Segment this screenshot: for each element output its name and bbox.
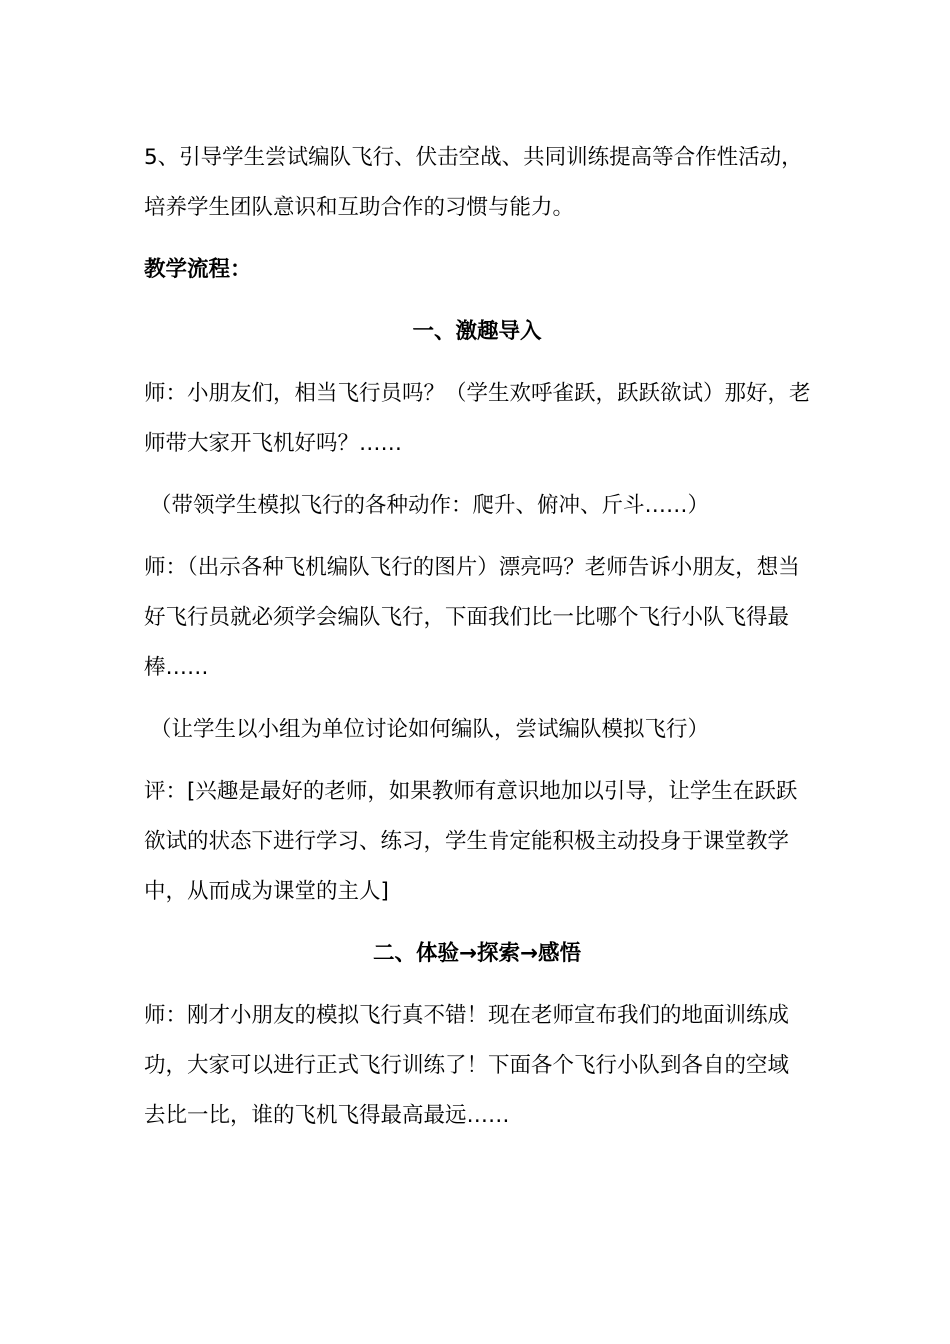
section-2-teacher-paragraph	[144, 991, 810, 1141]
objective-5-line-1: 5、引导学生尝试编队飞行、伏击空战、共同训练提高等合作性活动，	[144, 145, 803, 170]
section-1-teacher-intro	[144, 369, 810, 469]
section-1-comment-line-3: 中，从而成为课堂的主人]	[144, 879, 389, 904]
section-1-teacher-pictures-line-2: 好飞行员就必须学会编队飞行，下面我们比一比哪个飞行小队飞得最	[144, 605, 790, 630]
objective-5-line-2: 培养学生团队意识和互助合作的习惯与能力。	[144, 195, 575, 220]
section-1-comment-line-2: 欲试的状态下进行学习、练习，学生肯定能积极主动投身于课堂教学	[144, 829, 790, 854]
section-2-teacher-line-3: 去比一比，谁的飞机飞得最高最远……	[144, 1103, 510, 1128]
section-2-title: 二、体验→探索→感悟	[372, 941, 582, 966]
section-1-teacher-intro-line-2: 师带大家开飞机好吗？……	[144, 431, 403, 456]
document-body	[144, 133, 810, 1153]
section-1-teacher-intro-line-1: 师：小朋友们，相当飞行员吗？（学生欢呼雀跃，跃跃欲试）那好，老	[144, 381, 811, 406]
section-1-activity-note: （带领学生模拟飞行的各种动作：爬升、俯冲、斤斗……）	[150, 493, 710, 518]
section-1-teacher-pictures-line-1: 师：（出示各种飞机编队飞行的图片）漂亮吗？老师告诉小朋友，想当	[144, 555, 800, 580]
objective-5-paragraph	[144, 133, 810, 233]
section-1-teacher-pictures	[144, 543, 810, 693]
section-1-teacher-pictures-line-3: 棒……	[144, 655, 209, 680]
process-heading: 教学流程：	[144, 257, 252, 282]
section-2-teacher-line-2: 功，大家可以进行正式飞行训练了！下面各个飞行小队到各自的空域	[144, 1053, 790, 1078]
section-1-title: 一、激趣导入	[412, 319, 542, 344]
section-1-comment	[144, 767, 810, 917]
section-2-teacher-line-1: 师：刚才小朋友的模拟飞行真不错！现在老师宣布我们的地面训练成	[144, 1003, 790, 1028]
section-1-comment-line-1: 评：[兴趣是最好的老师，如果教师有意识地加以引导，让学生在跃跃	[144, 779, 798, 804]
section-1-group-note: （让学生以小组为单位讨论如何编队，尝试编队模拟飞行）	[150, 717, 710, 742]
